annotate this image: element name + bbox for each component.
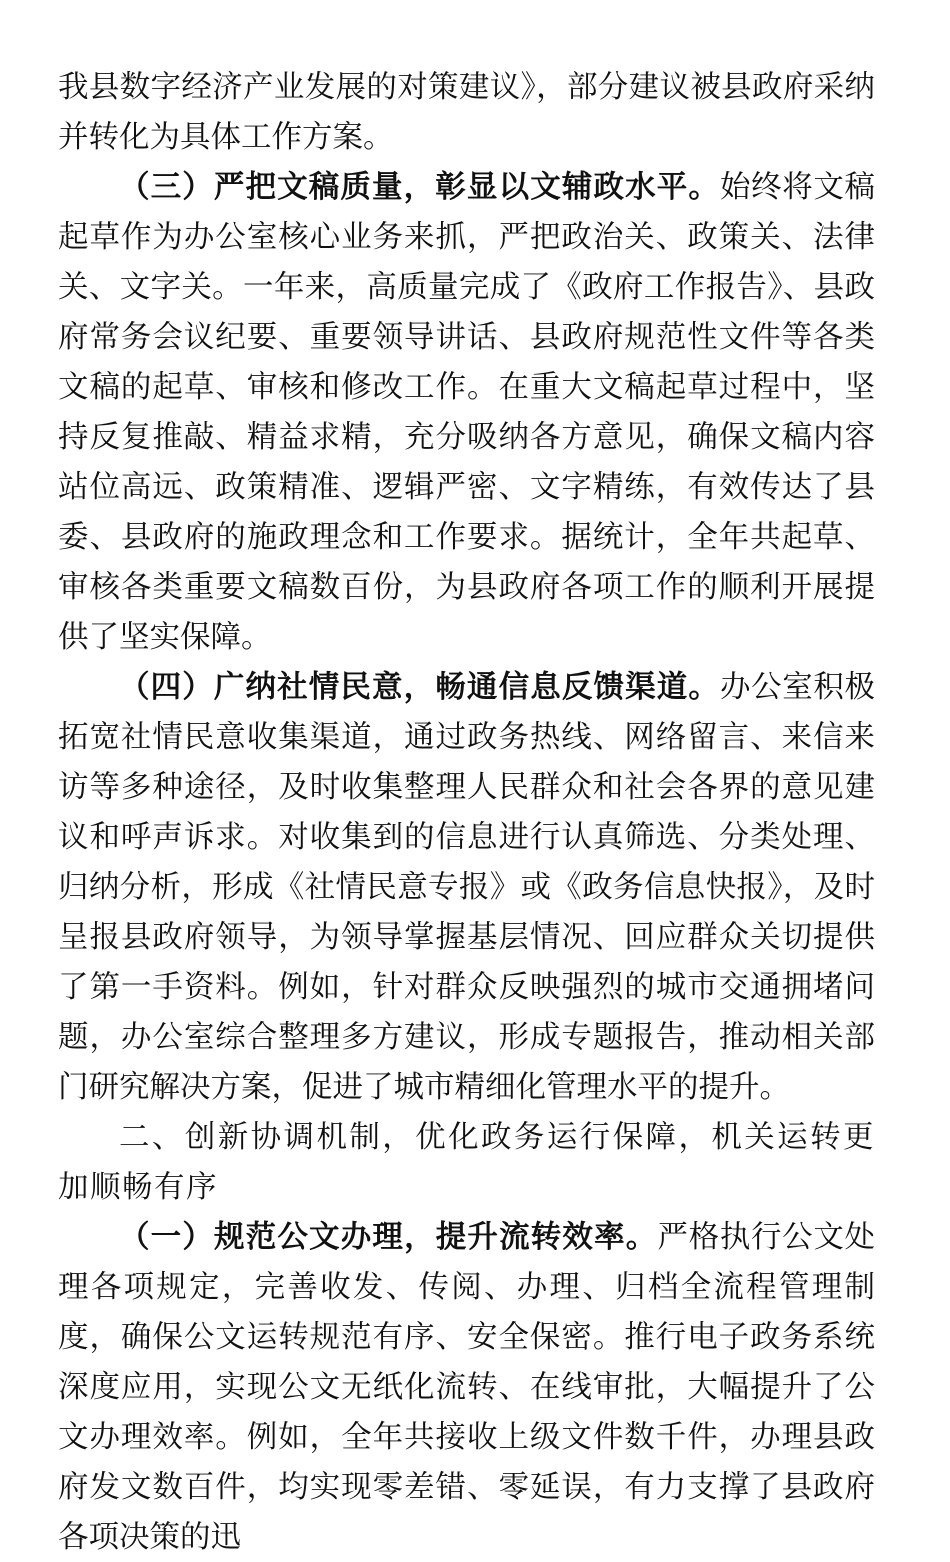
- paragraph-text-section-1-4: 办公室积极拓宽社情民意收集渠道，通过政务热线、网络留言、来信来访等多种途径，及时收集整理人民群众和社会各界的意见建议和呼声诉求。对收集到的信息进行认真筛选、分类处理、归纳分析，形成《社情民意专报》或《政务信息快报》，及时呈报县政府领导，为领导掌握基层情况、回应群众关切提供了第一手资料。例如，针对群众反映强烈的城市交通拥堵问题，办公室综合整理多方建议，形成专题报告，推动相关部门研究解决方案，促进了城市精细化管理水平的提升。: [58, 670, 876, 1104]
- subheading-label-section-1-3: （三）严把文稿质量，彰显以文辅政水平。: [119, 170, 720, 204]
- paragraph-text-section-1-3: 始终将文稿起草作为办公室核心业务来抓，严把政治关、政策关、法律关、文字关。一年来，高质量完成了《政府工作报告》、县政府常务会议纪要、重要领导讲话、县政府规范性文件等各类文稿的起草、审核和修改工作。在重大文稿起草过程中，坚持反复推敲、精益求精，充分吸纳各方意见，确保文稿内容站位高远、政策精准、逻辑严密、文字精练，有效传达了县委、县政府的施政理念和工作要求。据统计，全年共起草、审核各类重要文稿数百份，为县政府各项工作的顺利开展提供了坚实保障。: [58, 170, 876, 654]
- document-text-body: [58, 62, 875, 1562]
- paragraph-continuation: 我县数字经济产业发展的对策建议》，部分建议被县政府采纳并转化为具体工作方案。: [58, 70, 875, 154]
- paragraph-text-section-2-1: 严格执行公文处理各项规定，完善收发、传阅、办理、归档全流程管理制度，确保公文运转规范有序、安全保密。推行电子政务系统深度应用，实现公文无纸化流转、在线审批，大幅提升了公文办理效率。例如，全年共接收上级文件数千件，办理县政府发文数百件，均实现零差错、零延误，有力支撑了县政府各项决策的迅: [58, 1220, 876, 1554]
- heading-section-2: 二、创新协调机制，优化政务运行保障，机关运转更加顺畅有序: [58, 1120, 875, 1204]
- paragraph-section-1-3: [58, 162, 875, 662]
- paragraph-section-1-4: [58, 662, 875, 1112]
- paragraph-section-2-1: [58, 1212, 875, 1562]
- subheading-label-section-2-1: （一）规范公文办理，提升流转效率。: [119, 1220, 658, 1254]
- subheading-label-section-1-4: （四）广纳社情民意，畅通信息反馈渠道。: [119, 670, 720, 704]
